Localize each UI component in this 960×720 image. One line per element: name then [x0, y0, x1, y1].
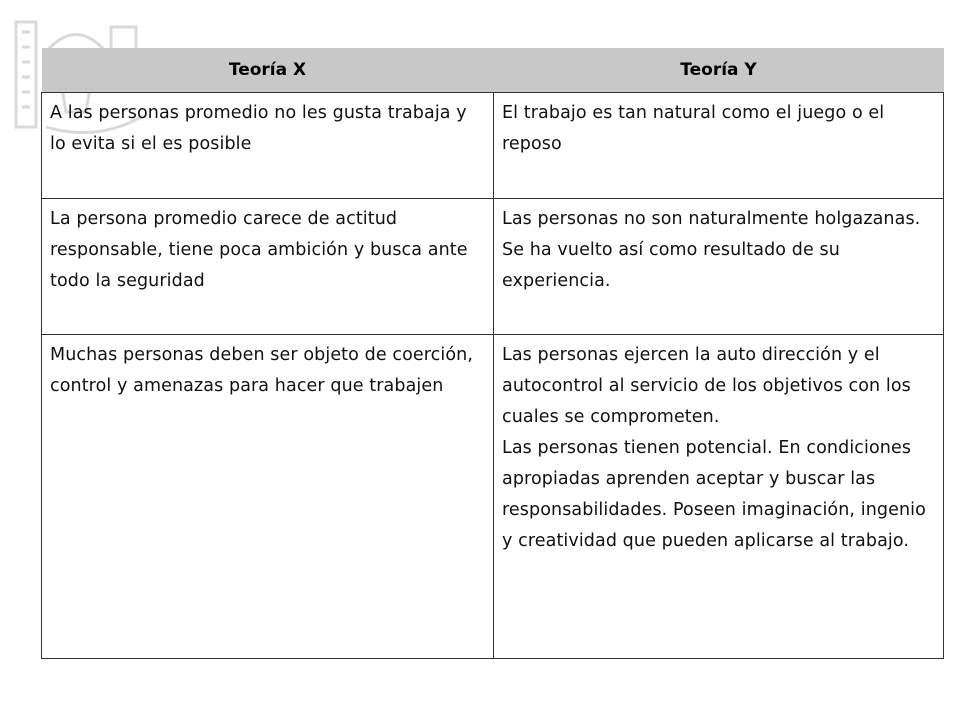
comparison-table	[41, 48, 944, 659]
cell-y	[494, 335, 944, 659]
cell-y: Las personas no son naturalmente holgazanas. Se ha vuelto así como resultado de su experiencia.	[494, 199, 944, 335]
cell-y-paragraph: Las personas ejercen la auto dirección y el autocontrol al servicio de los objetivos con los cuales se comprometen.	[502, 345, 911, 427]
header-teoria-y: Teoría Y	[494, 48, 944, 93]
cell-x: Muchas personas deben ser objeto de coerción, control y amenazas para hacer que trabajen	[42, 335, 494, 659]
table-row	[42, 335, 944, 659]
header-teoria-x: Teoría X	[42, 48, 494, 93]
cell-x: La persona promedio carece de actitud responsable, tiene poca ambición y busca ante todo la seguridad	[42, 199, 494, 335]
table-row	[42, 199, 944, 335]
cell-x: A las personas promedio no les gusta trabaja y lo evita si el es posible	[42, 93, 494, 199]
cell-y: El trabajo es tan natural como el juego o el reposo	[494, 93, 944, 199]
cell-y-paragraph: Las personas tienen potencial. En condiciones apropiadas aprenden aceptar y buscar las responsabilidades. Poseen imaginación, ingenio y creatividad que pueden aplicarse al trabajo.	[502, 438, 926, 551]
table-row	[42, 93, 944, 199]
header-row	[42, 48, 944, 93]
